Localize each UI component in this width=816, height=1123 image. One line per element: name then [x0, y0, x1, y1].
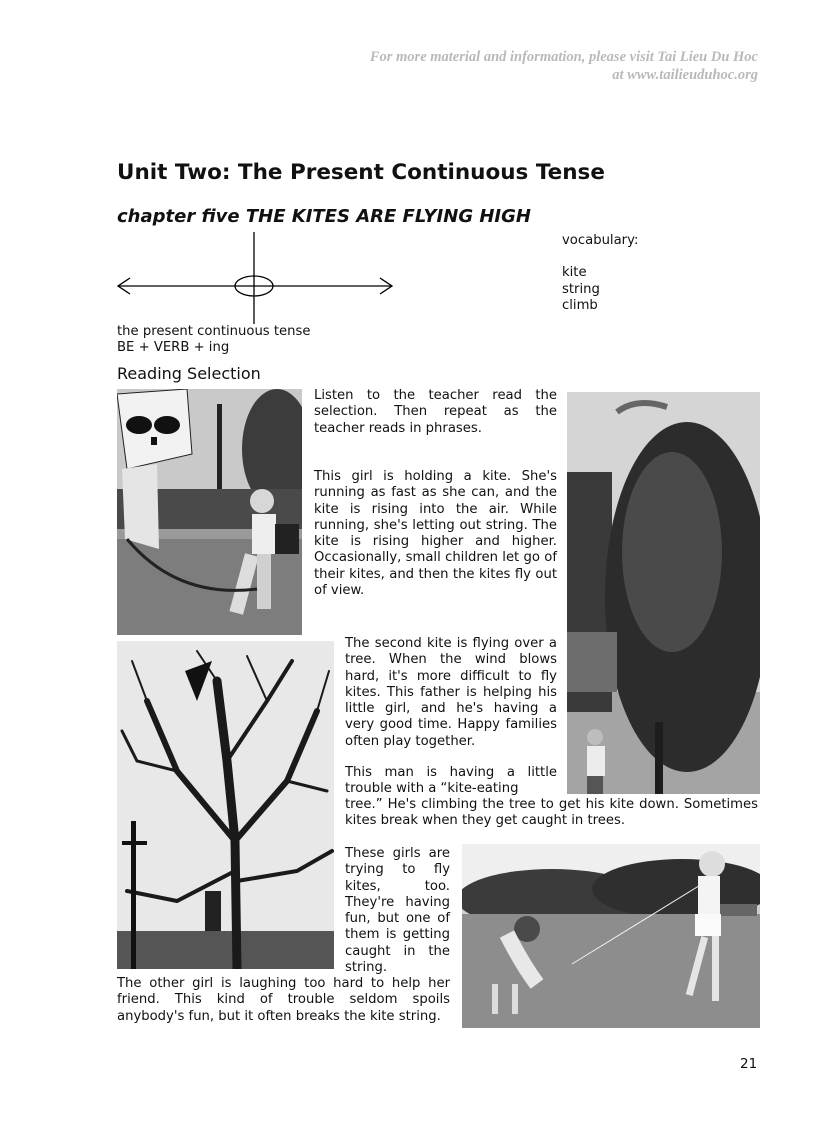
paragraph-man-start: This man is having a little trouble with a “kite-eating [345, 765, 557, 797]
paragraph-girls-start: These girls are trying to fly kites, too. They're having fun, but one of them is getting caught in the string. [345, 846, 450, 976]
vocabulary-word: kite [562, 265, 587, 281]
vocabulary-box [562, 233, 638, 314]
tense-label: the present continuous tense [117, 324, 311, 339]
unit-title: Unit Two: The Present Continuous Tense [117, 160, 605, 185]
tense-formula: BE + VERB + ing [117, 340, 230, 356]
watermark [370, 48, 758, 84]
paragraph-second-kite: The second kite is flying over a tree. When the wind blows hard, it's more difficult to fly kites. This father is helping his little girl, and he's having a very good time. Happy families often play together. [345, 636, 557, 749]
timeline-diagram [112, 230, 402, 326]
tense-label-box [117, 324, 311, 357]
paragraph-intro: Listen to the teacher read the selection. Then repeat as the teacher reads in phrases. [314, 388, 557, 436]
watermark-line-2: at www.tailieuduhoc.org [612, 67, 758, 83]
paragraph-man-end: tree.” He's climbing the tree to get his kite down. Sometimes kites break when they get caught in trees. [345, 797, 758, 829]
reading-selection-heading: Reading Selection [117, 364, 261, 383]
bare-tree-photo [117, 641, 334, 969]
girl-kite-photo [117, 389, 302, 635]
paragraph-girl: This girl is holding a kite. She's running as fast as she can, and the kite is rising into the air. While running, she's letting out string. The kite is rising higher and higher. Occasionally, small children let go of their kites, and then the kites fly out of view. [314, 469, 557, 599]
vocabulary-word: string [562, 281, 600, 297]
paragraph-girls-end: The other girl is laughing too hard to help her friend. This kind of trouble seldom spoils anybody's fun, but it often breaks the kite string. [117, 976, 450, 1024]
tree-kite-photo [567, 392, 760, 794]
vocabulary-heading: vocabulary: [562, 233, 639, 248]
page-number: 21 [740, 1056, 758, 1072]
watermark-line-1: For more material and information, please visit Tai Lieu Du Hoc [369, 49, 758, 65]
vocabulary-word: climb [562, 297, 598, 313]
chapter-title: chapter five THE KITES ARE FLYING HIGH [117, 206, 531, 227]
two-girls-photo [462, 844, 760, 1028]
